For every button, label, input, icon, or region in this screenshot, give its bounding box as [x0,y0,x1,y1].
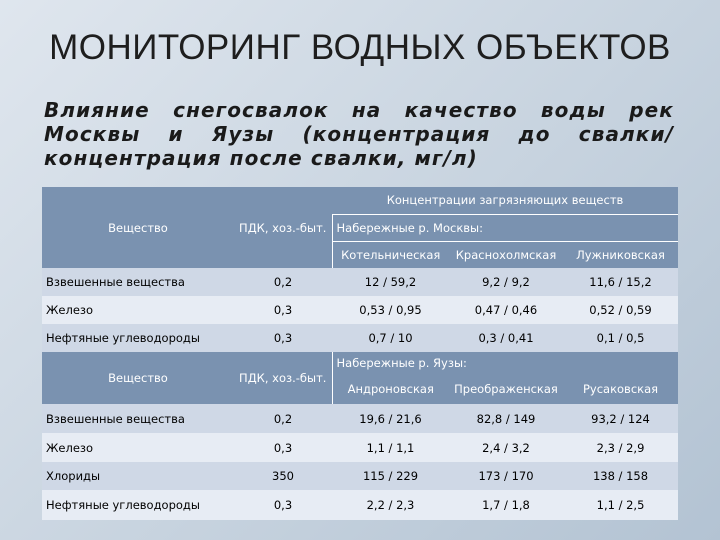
pdk-value: 0,2 [234,268,332,296]
concentration-value: 93,2 / 124 [563,404,678,433]
substance-name: Нефтяные углеводороды [42,490,234,520]
concentration-value: 1,1 / 2,5 [563,490,678,520]
concentration-value: 2,4 / 3,2 [449,433,563,462]
substance-header-2: Вещество [42,352,234,404]
concentration-value: 0,47 / 0,46 [449,296,563,324]
concentration-value: 0,1 / 0,5 [563,324,678,352]
concentration-value: 115 / 229 [332,462,449,490]
concentration-value: 9,2 / 9,2 [449,268,563,296]
concentration-value: 1,1 / 1,1 [332,433,449,462]
concentration-value: 0,52 / 0,59 [563,296,678,324]
pdk-header: ПДК, хоз.-быт. [234,214,332,268]
moscow-group-label: Набережные р. Москвы: [332,214,678,241]
pdk-value: 0,2 [234,404,332,433]
station-krasnokholmskaya: Краснохолмская [449,241,563,268]
substance-name: Взвешенные вещества [42,268,234,296]
header-spacer [234,187,332,214]
substance-name: Взвешенные вещества [42,404,234,433]
table-row [42,296,678,324]
station-rusakovskaya: Русаковская [563,374,678,404]
yauza-group-label: Набережные р. Яузы: [332,352,678,374]
concentration-value: 2,2 / 2,3 [332,490,449,520]
station-preobrazhenskaya: Преображенская [449,374,563,404]
concentration-value: 1,7 / 1,8 [449,490,563,520]
pdk-value: 0,3 [234,433,332,462]
station-kotelnicheskaya: Котельническая [332,241,449,268]
concentrations-header: Концентрации загрязняющих веществ [332,187,678,214]
concentration-value: 0,53 / 0,95 [332,296,449,324]
concentration-value: 0,3 / 0,41 [449,324,563,352]
table-row [42,490,678,520]
concentration-value: 12 / 59,2 [332,268,449,296]
pdk-value: 350 [234,462,332,490]
substance-name: Нефтяные углеводороды [42,324,234,352]
concentration-value: 0,7 / 10 [332,324,449,352]
concentration-value: 82,8 / 149 [449,404,563,433]
table-row [42,268,678,296]
station-andronovskaya: Андроновская [332,374,449,404]
table-row [42,324,678,352]
substance-name: Железо [42,296,234,324]
table-row [42,404,678,433]
substance-name: Железо [42,433,234,462]
pdk-value: 0,3 [234,324,332,352]
substance-name: Хлориды [42,462,234,490]
concentration-value: 173 / 170 [449,462,563,490]
slide-subtitle: Влияние снегосвалок на качество воды рек Москвы и Яузы (концентрация до свалки/концентрация после свалки, мг/л) [44,98,674,170]
concentration-value: 19,6 / 21,6 [332,404,449,433]
substance-header: Вещество [42,187,234,268]
concentration-value: 2,3 / 2,9 [563,433,678,462]
table-row [42,433,678,462]
water-quality-table [42,187,678,520]
pdk-value: 0,3 [234,296,332,324]
station-luzhnikovskaya: Лужниковская [563,241,678,268]
concentration-value: 138 / 158 [563,462,678,490]
table-row [42,462,678,490]
pdk-value: 0,3 [234,490,332,520]
concentration-value: 11,6 / 15,2 [563,268,678,296]
slide-title: МОНИТОРИНГ ВОДНЫХ ОБЪЕКТОВ [49,28,671,67]
pdk-header-2: ПДК, хоз.-быт. [234,352,332,404]
